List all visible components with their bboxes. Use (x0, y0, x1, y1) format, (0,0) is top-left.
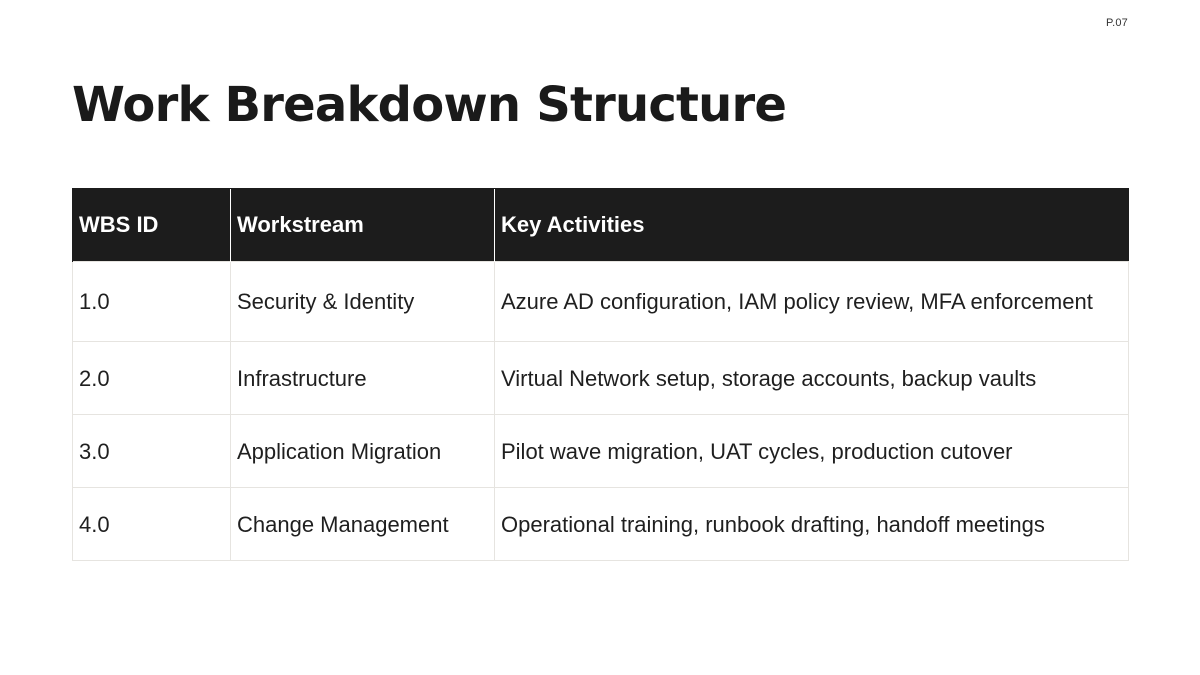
cell-wbs-id: 4.0 (73, 488, 231, 561)
cell-workstream: Security & Identity (231, 262, 495, 342)
wbs-table (72, 188, 1129, 561)
table-header-row (73, 189, 1129, 262)
cell-key-activities: Operational training, runbook drafting, handoff meetings (495, 488, 1129, 561)
cell-key-activities: Virtual Network setup, storage accounts, backup vaults (495, 342, 1129, 415)
cell-wbs-id: 1.0 (73, 262, 231, 342)
table-row (73, 488, 1129, 561)
cell-key-activities: Azure AD configuration, IAM policy review, MFA enforcement (495, 262, 1129, 342)
page-title: Work Breakdown Structure (72, 77, 787, 133)
table-body (73, 262, 1129, 561)
cell-wbs-id: 3.0 (73, 415, 231, 488)
cell-workstream: Application Migration (231, 415, 495, 488)
cell-workstream: Infrastructure (231, 342, 495, 415)
cell-wbs-id: 2.0 (73, 342, 231, 415)
column-header-workstream: Workstream (231, 189, 495, 262)
table-row (73, 262, 1129, 342)
table-header (73, 189, 1129, 262)
page-number: P.07 (1105, 17, 1128, 29)
cell-key-activities: Pilot wave migration, UAT cycles, production cutover (495, 415, 1129, 488)
table-row (73, 415, 1129, 488)
column-header-key-activities: Key Activities (495, 189, 1129, 262)
cell-workstream: Change Management (231, 488, 495, 561)
column-header-wbs-id: WBS ID (73, 189, 231, 262)
table-row (73, 342, 1129, 415)
